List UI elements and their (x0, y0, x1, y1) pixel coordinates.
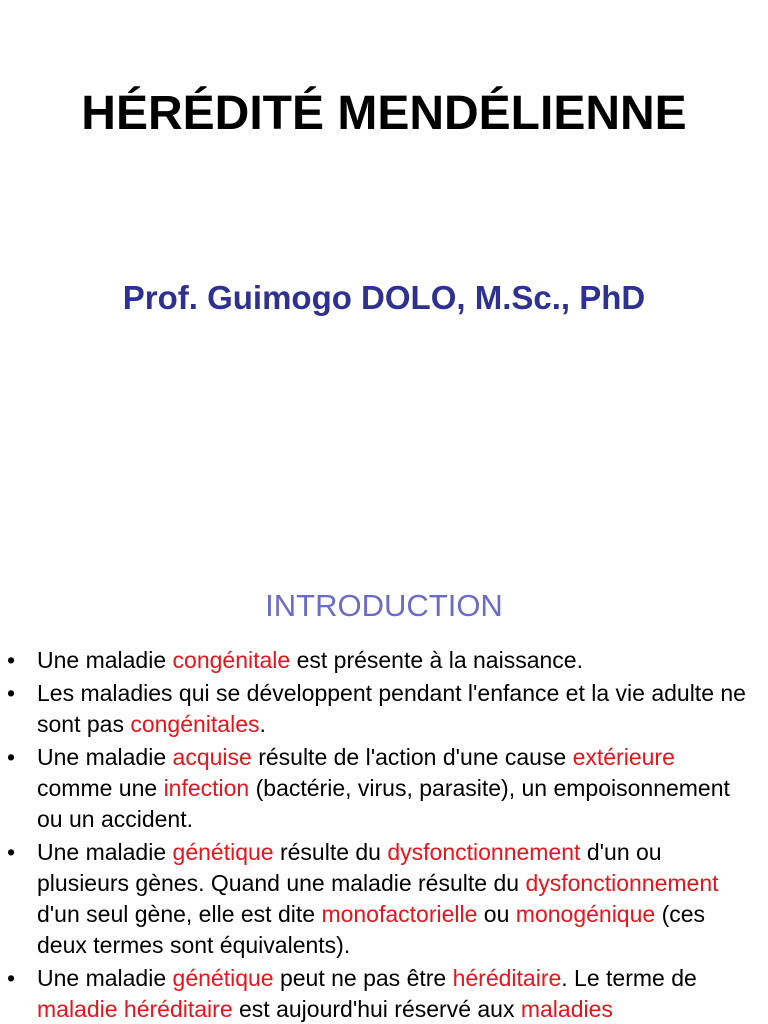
highlighted-term: monofactorielle (321, 901, 478, 927)
bullet-item (0, 645, 768, 676)
bullet-text: Une maladie (37, 965, 173, 991)
highlighted-term: maladie héréditaire (37, 996, 233, 1022)
highlighted-term: dysfonctionnement (387, 839, 581, 865)
bullet-text: . Le terme de (561, 965, 697, 991)
highlighted-term: génétique (172, 965, 274, 991)
bullet-marker: • (7, 839, 16, 865)
highlighted-term: infection (163, 775, 250, 801)
highlighted-term: congénitales (130, 711, 260, 737)
bullet-text: d'un seul gène, elle est dite (37, 901, 322, 927)
bullet-item (0, 678, 768, 740)
highlighted-term: extérieure (572, 744, 675, 770)
bullet-text: Une maladie (37, 647, 173, 673)
bullet-item (0, 837, 768, 961)
section-heading: INTRODUCTION (265, 588, 503, 623)
highlighted-term: maladies (520, 996, 613, 1022)
bullet-marker: • (7, 647, 16, 673)
highlighted-term: génétique (172, 839, 274, 865)
bullet-text: est aujourd'hui réservé aux (232, 996, 521, 1022)
bullet-text: d'un ou plusieurs gènes. Quand une maladie résulte du (37, 839, 662, 896)
bullet-text: Une maladie (37, 744, 173, 770)
bullet-item (0, 742, 768, 835)
highlighted-term: dysfonctionnement (525, 870, 719, 896)
bullet-text: peut ne pas être (273, 965, 453, 991)
highlighted-term: congénitale (172, 647, 291, 673)
bullet-marker: • (7, 965, 16, 991)
author-line: Prof. Guimogo DOLO, M.Sc., PhD (122, 279, 646, 316)
bullet-text: résulte du (273, 839, 388, 865)
bullet-text: comme une (37, 775, 164, 801)
bullet-text: ou (477, 901, 516, 927)
bullet-marker: • (7, 744, 16, 770)
bullet-text: Les maladies qui se développent pendant l'enfance et la vie adulte ne sont pas (37, 680, 746, 737)
bullet-text: Une maladie (37, 839, 173, 865)
bullet-text: (ces deux termes sont équivalents). (37, 901, 706, 958)
highlighted-term: monogénique (515, 901, 656, 927)
highlighted-term: héréditaire (452, 965, 562, 991)
bullet-text: résulte de l'action d'une cause (251, 744, 573, 770)
bullet-list (0, 645, 768, 1024)
slide-title: HÉRÉDITÉ MENDÉLIENNE (81, 87, 687, 140)
bullet-text: est présente à la naissance. (290, 647, 583, 673)
bullet-text: . (259, 711, 266, 737)
bullet-text: (bactérie, virus, parasite), un empoisonnement ou un accident. (37, 775, 730, 832)
bullet-marker: • (7, 680, 16, 706)
bullet-item (0, 963, 768, 1024)
highlighted-term: acquise (172, 744, 252, 770)
